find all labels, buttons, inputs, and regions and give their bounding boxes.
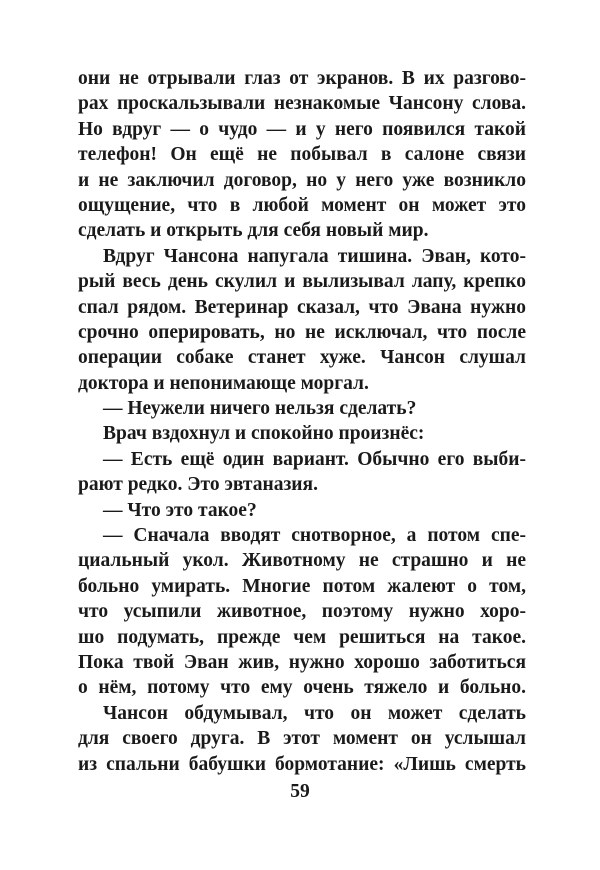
text-line: сделать и открыть для себя новый мир. [78,220,429,242]
text-line: — Сначала вводят снотворное, а потом спе- [103,525,526,547]
text-line: — Что это такое? [103,499,257,521]
text-line: Врач вздохнул и спокойно произнёс: [103,423,425,445]
text-line: Пока твой Эван жив, нужно хорошо заботиться [78,651,526,673]
text-line: Но вдруг — о чудо — и у него появился такой [78,118,526,140]
text-line: Вдруг Чансона напугала тишина. Эван, кото- [103,245,526,267]
text-line: телефон! Он ещё не побывал в салоне связи [78,144,526,166]
text-line: операции собаке станет хуже. Чансон слушал [78,347,526,369]
text-line: из спальни бабушки бормотание: «Лишь смерть [78,753,526,775]
text-line: спал рядом. Ветеринар сказал, что Эвана нужно [78,296,526,318]
text-line: ощущение, что в любой момент он может это [78,194,526,216]
text-line: доктора и непонимающе моргал. [78,372,369,394]
text-line: для своего друга. В этот момент он услышал [78,728,526,750]
text-line: рают редко. Это эвтаназия. [78,474,318,496]
page-text [78,66,526,777]
text-line: срочно оперировать, но не исключал, что после [78,321,526,343]
text-line: о нём, потому что ему очень тяжело и больно. [78,677,526,699]
text-line: что усыпили животное, поэтому нужно хоро- [78,601,526,623]
text-line: и не заключил договор, но у него уже возникло [78,169,526,191]
text-line: больно умирать. Многие потом жалеют о том, [78,575,526,597]
text-line: они не отрывали глаз от экранов. В их разгово- [78,68,526,89]
text-line: — Неужели ничего нельзя сделать? [103,398,417,420]
text-line: циальный укол. Животному не страшно и не [78,550,526,572]
text-line: шо подумать, прежде чем решиться на такое. [78,626,526,648]
text-line: Чансон обдумывал, что он может сделать [103,702,526,724]
text-line: — Есть ещё один вариант. Обычно его выби- [103,448,526,470]
text-line: рый весь день скулил и вылизывал лапу, крепко [78,271,526,293]
text-line: рах проскальзывали незнакомые Чансону слова. [78,93,526,115]
page-number: 59 [290,781,310,802]
